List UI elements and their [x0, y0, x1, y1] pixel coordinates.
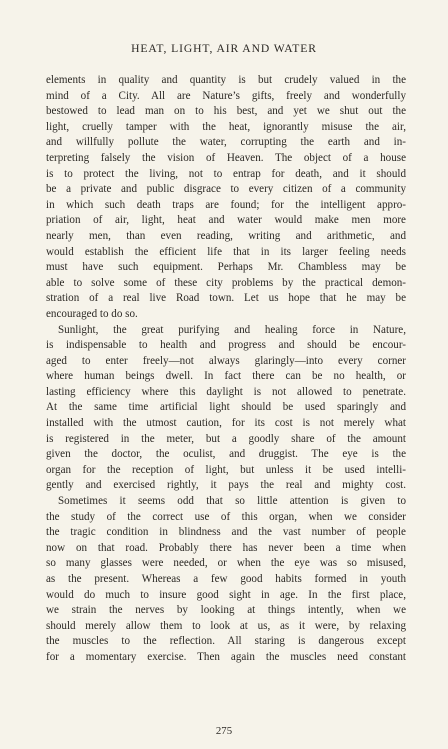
text-line: priation of air, light, heat and water would make men more: [46, 214, 406, 227]
text-line: able to solve some of these city problems by the practical demon-: [46, 276, 406, 289]
text-line: encouraged to do so.: [46, 307, 138, 320]
paragraph-1: [46, 73, 406, 323]
text-line: be a private and public disgrace to every citizen of a community: [46, 183, 406, 196]
text-line: in which such death traps are found; for the intelligent appro-: [46, 198, 406, 211]
body-text: [46, 73, 406, 666]
text-line: nearly men, than even reading, writing and arithmetic, and: [46, 229, 406, 242]
text-line: organ for the reception of light, but unless it be used intelli-: [46, 463, 406, 476]
text-line: gently and exercised rightly, it pays the real and mighty cost.: [46, 479, 406, 492]
text-line: as the present. Whereas a few good habits formed in youth: [46, 573, 406, 585]
text-line: stration of a real live Road town. Let us hope that he may be: [46, 292, 406, 305]
text-line: the muscles to the reflection. All staring is dangerous except: [46, 635, 406, 648]
text-line: for a momentary exercise. Then again the muscles need constant: [46, 650, 406, 663]
text-line: and willfully pollute the water, corrupting the earth and in-: [46, 136, 406, 149]
text-line: the tragic condition in blindness and the vast number of people: [46, 526, 406, 539]
text-line: now on that road. Probably there has never been a time when: [46, 541, 406, 554]
text-line: would do much to insure good sight in age. In the first place,: [46, 588, 406, 601]
text-line: Sunlight, the great purifying and healing force in Nature,: [58, 323, 406, 336]
text-line: elements in quality and quantity is but crudely valued in the: [46, 74, 406, 86]
paragraph-2: [46, 323, 406, 495]
text-line: aged to enter freely—not always glaringly—into every corner: [46, 354, 406, 367]
paragraph-3: [46, 494, 406, 666]
text-line: installed with the utmost caution, for its cost is not merely what: [46, 417, 406, 430]
text-line: is indispensable to health and progress and should be encour-: [46, 339, 406, 352]
text-line: must have such equipment. Perhaps Mr. Chambless may be: [46, 261, 406, 274]
text-line: is registered in the meter, but a goodly share of the amount: [46, 432, 406, 445]
text-line: bestowed to lead man on to his best, and yet we shut out the: [46, 105, 406, 118]
running-head: HEAT, LIGHT, AIR AND WATER: [131, 42, 317, 55]
text-line: Sometimes it seems odd that so little attention is given to: [58, 495, 406, 508]
text-line: should merely allow them to look at us, as it were, by relaxing: [46, 619, 406, 632]
text-line: mind of a City. All are Nature’s gifts, freely and wonderfully: [46, 89, 406, 102]
text-line: the study of the correct use of this organ, when we consider: [46, 510, 406, 523]
page-number: 275: [215, 725, 233, 737]
text-line: At the same time artificial light should be used sparingly and: [46, 401, 406, 414]
text-line: lasting efficiency where this daylight is not allowed to penetrate.: [46, 385, 406, 398]
text-line: is to protect the living, not to entrap for death, and it should: [46, 167, 406, 180]
text-line: so many glasses were needed, or when the eye was so misused,: [46, 557, 406, 570]
text-line: terpreting falsely the vision of Heaven. The object of a house: [46, 151, 406, 164]
text-line: given the doctor, the oculist, and druggist. The eye is the: [46, 448, 406, 461]
text-line: where human beings dwell. In fact there can be no health, or: [46, 370, 406, 383]
text-line: light, cruelly tamper with the heat, ignorantly misuse the air,: [46, 120, 406, 133]
text-line: would establish the efficient life that in its larger feeling needs: [46, 245, 406, 258]
text-line: we strain the nerves by looking at things intently, when we: [46, 604, 406, 617]
